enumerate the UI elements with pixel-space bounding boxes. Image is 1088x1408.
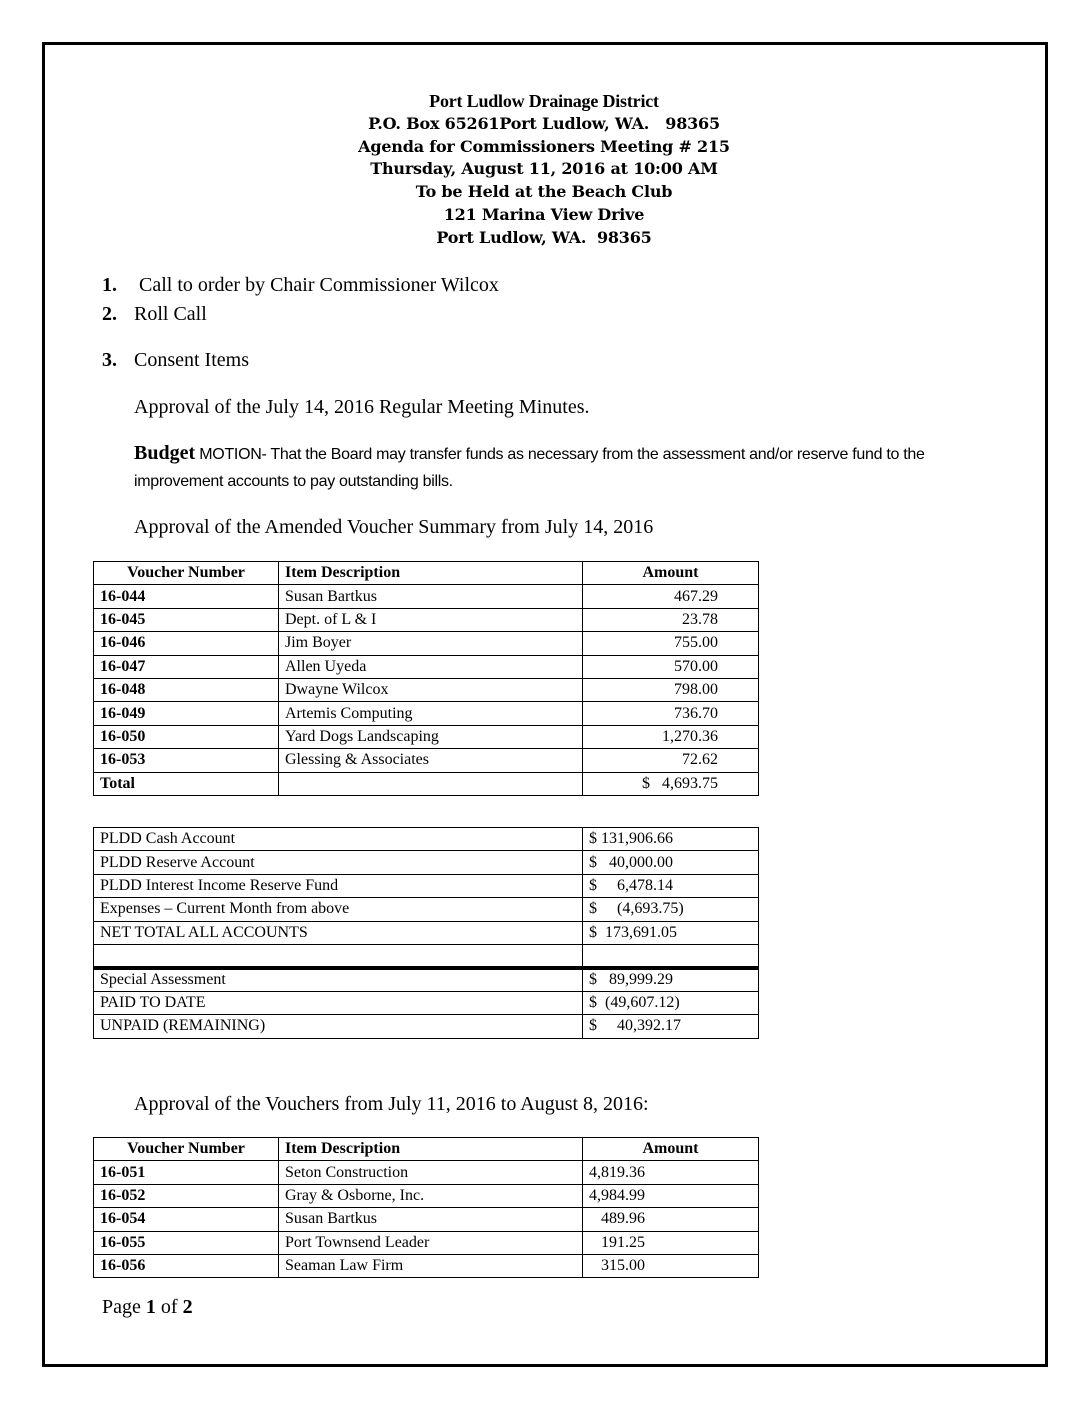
table-row	[94, 702, 759, 725]
account-value: $ (49,607.12)	[583, 991, 759, 1014]
page-total: 2	[182, 1296, 193, 1318]
account-value: $ 89,999.29	[583, 968, 759, 991]
venue-city: Port Ludlow, WA. 98365	[436, 227, 652, 247]
page-number: 1	[145, 1296, 156, 1318]
account-row	[94, 898, 759, 921]
amount: 736.70	[583, 702, 759, 725]
agenda-number: 1.	[102, 274, 117, 296]
account-row	[94, 1015, 759, 1038]
total-spacer	[279, 772, 583, 795]
agenda-text: Roll Call	[134, 303, 207, 325]
account-row	[94, 828, 759, 851]
account-value: $ 173,691.05	[583, 921, 759, 944]
total-label: Total	[94, 772, 279, 795]
voucher-number: 16-056	[94, 1254, 279, 1277]
account-label: PLDD Cash Account	[94, 828, 583, 851]
meeting-datetime: Thursday, August 11, 2016 at 10:00 AM	[370, 159, 718, 179]
page-indicator	[102, 1296, 193, 1319]
amount: 191.25	[583, 1231, 759, 1254]
table-header-row	[94, 562, 759, 585]
item-description: Dept. of L & I	[279, 608, 583, 631]
item-description: Artemis Computing	[279, 702, 583, 725]
agenda-text: Call to order by Chair Commissioner Wilcox	[134, 274, 499, 296]
agenda-item-roll-call	[102, 303, 207, 326]
amount: 23.78	[583, 608, 759, 631]
account-row	[94, 874, 759, 897]
table-row	[94, 608, 759, 631]
account-value: $ 40,000.00	[583, 851, 759, 874]
account-label: PLDD Reserve Account	[94, 851, 583, 874]
table-row	[94, 1254, 759, 1277]
account-value: $ 131,906.66	[583, 828, 759, 851]
col-amount: Amount	[583, 562, 759, 585]
budget-label: Budget	[134, 442, 196, 464]
table-row	[94, 725, 759, 748]
total-amount: $ 4,693.75	[583, 772, 759, 795]
item-description: Seaman Law Firm	[279, 1254, 583, 1277]
blank-row	[94, 944, 759, 967]
amended-voucher-table	[93, 561, 759, 796]
table-row	[94, 1161, 759, 1184]
amount: 798.00	[583, 678, 759, 701]
agenda-number: 3.	[102, 349, 117, 371]
table-header-row	[94, 1138, 759, 1161]
item-description: Dwayne Wilcox	[279, 678, 583, 701]
amount: 72.62	[583, 749, 759, 772]
amount: 755.00	[583, 632, 759, 655]
col-amount: Amount	[583, 1138, 759, 1161]
col-item-description: Item Description	[279, 1138, 583, 1161]
amount: 489.96	[583, 1208, 759, 1231]
account-row	[94, 991, 759, 1014]
item-description: Port Townsend Leader	[279, 1231, 583, 1254]
item-description: Yard Dogs Landscaping	[279, 725, 583, 748]
account-value	[583, 944, 759, 967]
table-row	[94, 1208, 759, 1231]
voucher-number: 16-051	[94, 1161, 279, 1184]
page-prefix: Page	[102, 1296, 146, 1318]
voucher-number: 16-044	[94, 585, 279, 608]
account-label: Special Assessment	[94, 968, 583, 991]
table-row	[94, 585, 759, 608]
district-name: Port Ludlow Drainage District	[429, 91, 659, 111]
voucher-number: 16-055	[94, 1231, 279, 1254]
vouchers-table	[93, 1137, 759, 1278]
voucher-number: 16-048	[94, 678, 279, 701]
item-description: Jim Boyer	[279, 632, 583, 655]
voucher-number: 16-054	[94, 1208, 279, 1231]
table-row	[94, 678, 759, 701]
agenda-item-call-to-order	[102, 274, 499, 297]
voucher-number: 16-052	[94, 1184, 279, 1207]
mailing-address: P.O. Box 65261Port Ludlow, WA. 98365	[368, 113, 720, 133]
minutes-approval: Approval of the July 14, 2016 Regular Meeting Minutes.	[134, 396, 590, 418]
amount: 315.00	[583, 1254, 759, 1277]
voucher-number: 16-050	[94, 725, 279, 748]
voucher-number: 16-047	[94, 655, 279, 678]
item-description: Susan Bartkus	[279, 585, 583, 608]
agenda-item-consent	[102, 349, 249, 372]
account-label: UNPAID (REMAINING)	[94, 1015, 583, 1038]
col-item-description: Item Description	[279, 562, 583, 585]
amount: 1,270.36	[583, 725, 759, 748]
amount: 467.29	[583, 585, 759, 608]
account-value: $ (4,693.75)	[583, 898, 759, 921]
table-row	[94, 1184, 759, 1207]
voucher-number: 16-053	[94, 749, 279, 772]
meeting-title: Agenda for Commissioners Meeting # 215	[358, 136, 730, 156]
col-voucher-number: Voucher Number	[94, 1138, 279, 1161]
amount: 4,819.36	[583, 1161, 759, 1184]
page-of: of	[155, 1296, 183, 1318]
account-row	[94, 851, 759, 874]
item-description: Allen Uyeda	[279, 655, 583, 678]
meeting-venue: To be Held at the Beach Club	[415, 182, 673, 202]
budget-motion-text: MOTION- That the Board may transfer funds as necessary from the assessment and/or reserve fund to the improvement accounts to pay outstanding bills.	[134, 446, 925, 490]
account-value: $ 6,478.14	[583, 874, 759, 897]
account-balances-table	[93, 827, 759, 1039]
col-voucher-number: Voucher Number	[94, 562, 279, 585]
total-row	[94, 772, 759, 795]
table-row	[94, 632, 759, 655]
agenda-number: 2.	[102, 303, 117, 325]
vouchers-approval-title: Approval of the Vouchers from July 11, 2016 to August 8, 2016:	[134, 1093, 649, 1115]
table-row	[94, 655, 759, 678]
account-label: NET TOTAL ALL ACCOUNTS	[94, 921, 583, 944]
item-description: Seton Construction	[279, 1161, 583, 1184]
item-description: Glessing & Associates	[279, 749, 583, 772]
budget-motion	[134, 440, 964, 495]
voucher-number: 16-046	[94, 632, 279, 655]
account-label	[94, 944, 583, 967]
amended-voucher-title: Approval of the Amended Voucher Summary from July 14, 2016	[134, 516, 654, 538]
venue-street: 121 Marina View Drive	[443, 204, 645, 224]
account-value: $ 40,392.17	[583, 1015, 759, 1038]
account-row	[94, 968, 759, 991]
table-row	[94, 749, 759, 772]
voucher-number: 16-045	[94, 608, 279, 631]
item-description: Susan Bartkus	[279, 1208, 583, 1231]
account-label: PLDD Interest Income Reserve Fund	[94, 874, 583, 897]
item-description: Gray & Osborne, Inc.	[279, 1184, 583, 1207]
account-label: Expenses – Current Month from above	[94, 898, 583, 921]
voucher-number: 16-049	[94, 702, 279, 725]
amount: 570.00	[583, 655, 759, 678]
agenda-text: Consent Items	[134, 349, 249, 371]
amount: 4,984.99	[583, 1184, 759, 1207]
document-header	[0, 90, 1088, 250]
table-row	[94, 1231, 759, 1254]
account-row	[94, 921, 759, 944]
account-label: PAID TO DATE	[94, 991, 583, 1014]
